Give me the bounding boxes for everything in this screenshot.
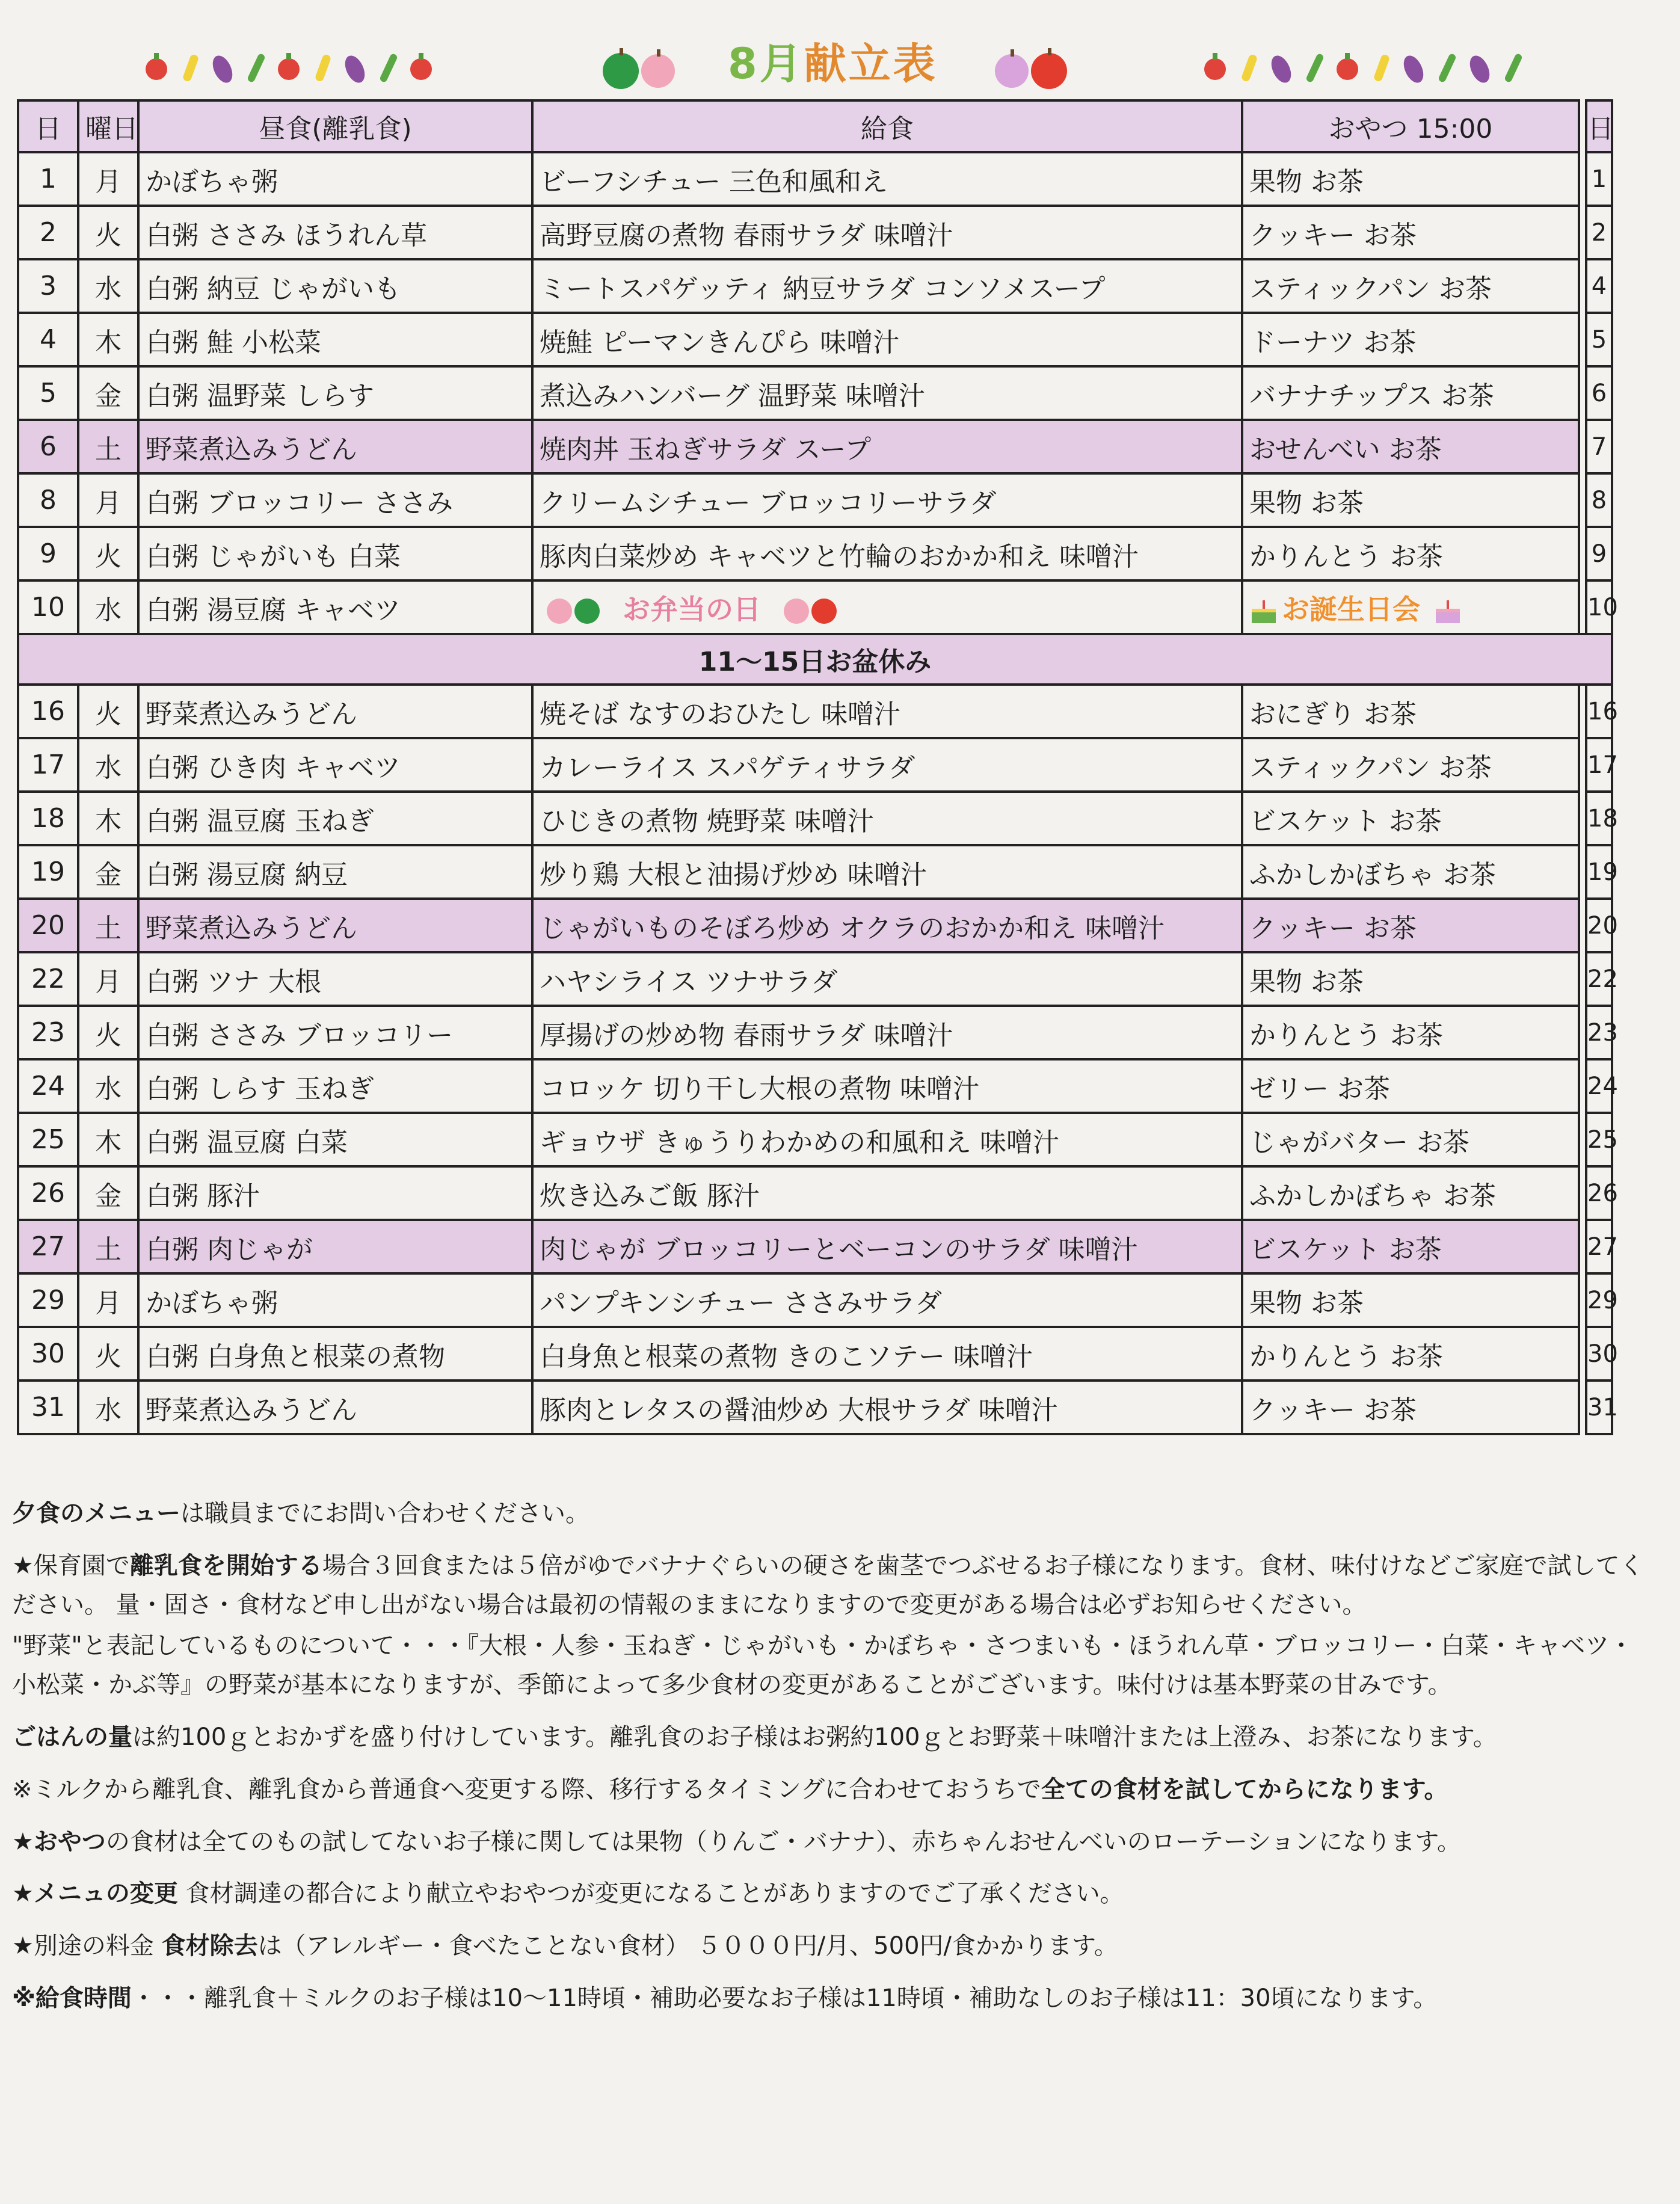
cell-weekday: 土 [78,1220,138,1273]
cell-day-right: 7 [1586,420,1612,473]
cell-day: 9 [18,527,78,580]
cell-day-right: 29 [1586,1273,1612,1327]
table-row [18,1166,1612,1220]
cell-snack: おせんべい お茶 [1242,420,1579,473]
cell-lunch: 白粥 鮭 小松菜 [138,313,532,366]
birthday-label: お誕生日会 [1282,593,1420,626]
apple-icon [547,599,572,624]
cell-lunch: 白粥 湯豆腐 キャベツ [138,580,532,634]
cell-weekday: 水 [78,738,138,792]
cell-snack: 果物 お茶 [1242,473,1579,527]
cell-day: 2 [18,206,78,259]
cake-icon [1249,597,1278,626]
table-row [18,420,1612,473]
cell-weekday: 土 [78,420,138,473]
table-row [18,899,1612,952]
cell-lunch: 白粥 ツナ 大根 [138,952,532,1006]
table-row [18,1220,1612,1273]
cell-day: 4 [18,313,78,366]
cell-snack: 果物 お茶 [1242,152,1579,206]
cell-meal: コロッケ 切り干し大根の煮物 味噌汁 [532,1059,1242,1113]
cell-day-right: 22 [1586,952,1612,1006]
cell-snack: かりんとう お茶 [1242,1327,1579,1381]
cell-meal: 豚肉とレタスの醤油炒め 大根サラダ 味噌汁 [532,1381,1242,1434]
column-gap [1579,259,1586,313]
cell-day-right: 10 [1586,580,1612,634]
cell-day: 1 [18,152,78,206]
cell-lunch: かぼちゃ粥 [138,152,532,206]
cell-lunch: 白粥 温豆腐 白菜 [138,1113,532,1166]
cell-weekday: 金 [78,845,138,899]
cell-lunch: 白粥 納豆 じゃがいも [138,259,532,313]
vegetable-decoration-icon [1197,42,1558,90]
note-transition: ※ミルクから離乳食、離乳食から普通食へ変更する際、移行するタイミングに合わせておうちで全ての食材を試してからになります。 [12,1775,1448,1803]
cell-weekday: 火 [78,1006,138,1059]
cell-weekday: 火 [78,206,138,259]
apple-icon [595,42,686,90]
cell-weekday: 月 [78,1273,138,1327]
note-vegetables: "野菜"と表記しているものについて・・・『大根・人参・玉ねぎ・じゃがいも・かぼちゃ・さつまいも・ほうれん草・ブロッコリー・白菜・キャベツ・小松菜・かぶ等』の野菜が基本になりますが、季節によって多少食材の変更があることがございます。味付けは基本野菜の甘みです。 [12,1632,1634,1699]
cell-day-right: 4 [1586,259,1612,313]
table-row [18,738,1612,792]
cell-weekday: 金 [78,1166,138,1220]
cell-snack: ドーナツ お茶 [1242,313,1579,366]
column-gap [1579,152,1586,206]
cell-day: 23 [18,1006,78,1059]
cell-weekday: 木 [78,313,138,366]
cell-day-right: 19 [1586,845,1612,899]
cell-snack: クッキー お茶 [1242,206,1579,259]
cell-weekday: 月 [78,152,138,206]
cell-snack: かりんとう お茶 [1242,1006,1579,1059]
cell-day: 8 [18,473,78,527]
table-row [18,313,1612,366]
table-row [18,1006,1612,1059]
column-gap [1579,527,1586,580]
cell-snack: じゃがバター お茶 [1242,1113,1579,1166]
apple-icon [784,599,809,624]
table-row [18,952,1612,1006]
col-header-day: 日 [18,100,78,152]
cell-day-right: 24 [1586,1059,1612,1113]
cell-bento-day [532,580,1242,634]
column-gap [1579,100,1586,152]
cell-day: 6 [18,420,78,473]
cell-snack: スティックパン お茶 [1242,259,1579,313]
note-extra-fee: ★別途の料金 食材除去は（アレルギー・食べたことない食材） ５０００円/月、500円/食かかります。 [12,1932,1118,1960]
cell-lunch: 白粥 白身魚と根菜の煮物 [138,1327,532,1381]
column-gap [1579,420,1586,473]
cell-snack: ふかしかぼちゃ お茶 [1242,845,1579,899]
cell-lunch: 白粥 ひき肉 キャベツ [138,738,532,792]
cell-snack: ビスケット お茶 [1242,792,1579,845]
cell-meal: 白身魚と根菜の煮物 きのこソテー 味噌汁 [532,1327,1242,1381]
cell-weekday: 水 [78,1059,138,1113]
cell-day-right: 25 [1586,1113,1612,1166]
cell-day: 19 [18,845,78,899]
cell-meal: ミートスパゲッティ 納豆サラダ コンソメスープ [532,259,1242,313]
cell-lunch: 白粥 温豆腐 玉ねぎ [138,792,532,845]
table-row [18,792,1612,845]
column-gap [1579,1059,1586,1113]
cell-weekday: 火 [78,1327,138,1381]
cell-day: 26 [18,1166,78,1220]
cell-meal: 炒り鶏 大根と油揚げ炒め 味噌汁 [532,845,1242,899]
cell-weekday: 木 [78,1113,138,1166]
cell-meal: 焼肉丼 玉ねぎサラダ スープ [532,420,1242,473]
cell-meal: ハヤシライス ツナサラダ [532,952,1242,1006]
cell-lunch: 白粥 ブロッコリー ささみ [138,473,532,527]
column-gap [1579,313,1586,366]
cell-weekday: 月 [78,473,138,527]
cell-snack: クッキー お茶 [1242,899,1579,952]
cell-meal: 焼鮭 ピーマンきんぴら 味噌汁 [532,313,1242,366]
cell-meal: 煮込みハンバーグ 温野菜 味噌汁 [532,366,1242,420]
cell-lunch: 野菜煮込みうどん [138,685,532,738]
cell-day: 3 [18,259,78,313]
notes-section [12,1494,1648,2031]
cell-meal: じゃがいものそぼろ炒め オクラのおかか和え 味噌汁 [532,899,1242,952]
column-gap [1579,952,1586,1006]
cell-lunch: 白粥 豚汁 [138,1166,532,1220]
note-rice-amount: ごはんの量は約100ｇとおかずを盛り付けしています。離乳食のお子様はお粥約100ｇとお野菜＋味噌汁または上澄み、お茶になります。 [12,1723,1497,1751]
column-gap [1579,206,1586,259]
cell-day: 10 [18,580,78,634]
cell-snack: バナナチップス お茶 [1242,366,1579,420]
col-header-snack: おやつ 15:00 [1242,100,1579,152]
cell-meal: カレーライス スパゲティサラダ [532,738,1242,792]
cell-day-right: 30 [1586,1327,1612,1381]
cell-lunch: かぼちゃ粥 [138,1273,532,1327]
cell-weekday: 火 [78,527,138,580]
cell-snack: 果物 お茶 [1242,1273,1579,1327]
cell-weekday: 金 [78,366,138,420]
cell-snack: スティックパン お茶 [1242,738,1579,792]
cell-lunch: 白粥 ささみ ほうれん草 [138,206,532,259]
note-meal-time: ※給食時間・・・離乳食＋ミルクのお子様は10～11時頃・補助必要なお子様は11時頃・補助なしのお子様は11：30頃になります。 [12,1984,1438,2012]
table-row [18,1113,1612,1166]
column-gap [1579,1006,1586,1059]
cell-lunch: 白粥 じゃがいも 白菜 [138,527,532,580]
note-dinner: 夕食のメニューは職員までにお問い合わせください。 [12,1500,589,1527]
table-body-early [18,152,1612,580]
column-gap [1579,899,1586,952]
table-row [18,685,1612,738]
cell-day: 31 [18,1381,78,1434]
cell-snack: ゼリー お茶 [1242,1059,1579,1113]
cell-weekday: 土 [78,899,138,952]
column-gap [1579,1273,1586,1327]
cell-weekday: 水 [78,580,138,634]
column-gap [1579,1327,1586,1381]
cell-day: 17 [18,738,78,792]
table-row-bento-day [18,580,1612,634]
cell-day-right: 17 [1586,738,1612,792]
cell-day-right: 23 [1586,1006,1612,1059]
cell-day: 18 [18,792,78,845]
cell-day-right: 9 [1586,527,1612,580]
table-header-row [18,100,1612,152]
col-header-lunch: 昼食(離乳食) [138,100,532,152]
cell-meal: ひじきの煮物 焼野菜 味噌汁 [532,792,1242,845]
cell-day-right: 26 [1586,1166,1612,1220]
cell-day-right: 16 [1586,685,1612,738]
cell-day-right: 31 [1586,1381,1612,1434]
cell-meal: 炊き込みご飯 豚汁 [532,1166,1242,1220]
cell-day-right: 2 [1586,206,1612,259]
cell-meal: ビーフシチュー 三色和風和え [532,152,1242,206]
cell-meal: 厚揚げの炒め物 春雨サラダ 味噌汁 [532,1006,1242,1059]
cell-day-right: 20 [1586,899,1612,952]
cell-day: 16 [18,685,78,738]
cell-lunch: 白粥 しらす 玉ねぎ [138,1059,532,1113]
table-row [18,845,1612,899]
cell-lunch: 白粥 湯豆腐 納豆 [138,845,532,899]
obon-holiday-row [18,634,1612,685]
col-header-meal: 給食 [532,100,1242,152]
table-row [18,259,1612,313]
table-row [18,152,1612,206]
table-row [18,206,1612,259]
table-row [18,473,1612,527]
cell-day: 30 [18,1327,78,1381]
cell-day-right: 18 [1586,792,1612,845]
cake-icon [1433,597,1462,626]
column-gap [1579,845,1586,899]
column-gap [1579,366,1586,420]
bento-day-label: お弁当の日 [623,593,762,626]
cell-meal: 肉じゃが ブロッコリーとベーコンのサラダ 味噌汁 [532,1220,1242,1273]
cell-day-right: 6 [1586,366,1612,420]
table-row [18,527,1612,580]
table-body-late [18,685,1618,1434]
apple-icon [574,599,600,624]
cell-lunch: 白粥 温野菜 しらす [138,366,532,420]
cell-meal: 高野豆腐の煮物 春雨サラダ 味噌汁 [532,206,1242,259]
cell-day-right: 8 [1586,473,1612,527]
apple-icon [811,599,837,624]
cell-day-right: 1 [1586,152,1612,206]
table-body-special [18,580,1618,685]
cell-day: 22 [18,952,78,1006]
cell-day: 25 [18,1113,78,1166]
obon-holiday-label: 11～15日お盆休み [18,634,1612,685]
note-snack: ★おやつの食材は全てのもの試してないお子様に関しては果物（りんご・バナナ）、赤ちゃんおせんべいのローテーションになります。 [12,1827,1462,1856]
cell-snack: かりんとう お茶 [1242,527,1579,580]
col-header-day-right: 日 [1586,100,1612,152]
cell-day: 27 [18,1220,78,1273]
cell-snack: 果物 お茶 [1242,952,1579,1006]
cell-meal: 焼そば なすのおひたし 味噌汁 [532,685,1242,738]
table-row [18,1059,1612,1113]
cell-day-right: 27 [1586,1220,1612,1273]
table-row [18,366,1612,420]
column-gap [1579,738,1586,792]
column-gap [1579,685,1586,738]
note-weaning-start: ★保育園で離乳食を開始する場合３回食または５倍がゆでバナナぐらいの硬さを歯茎でつぶせるお子様になります。食材、味付けなどご家庭で試してください。 量・固さ・食材など申し出がない場合は最初の情報のままになりますので変更がある場合は必ずお知らせください。 [12,1551,1644,1619]
cell-lunch: 白粥 肉じゃが [138,1220,532,1273]
cell-day-right: 5 [1586,313,1612,366]
column-gap [1579,792,1586,845]
cell-snack: ビスケット お茶 [1242,1220,1579,1273]
note-menu-change: ★メニュの変更 食材調達の都合により献立やおやつが変更になることがありますのでご了承ください。 [12,1880,1124,1908]
cell-lunch: 野菜煮込みうどん [138,899,532,952]
cell-day: 24 [18,1059,78,1113]
cell-day: 29 [18,1273,78,1327]
cell-snack: おにぎり お茶 [1242,685,1579,738]
cell-lunch: 野菜煮込みうどん [138,420,532,473]
column-gap [1579,580,1586,634]
column-gap [1579,1113,1586,1166]
cell-meal: 豚肉白菜炒め キャベツと竹輪のおかか和え 味噌汁 [532,527,1242,580]
apple-icon [986,42,1077,90]
column-gap [1579,1166,1586,1220]
header [0,24,1680,96]
table-row [18,1273,1612,1327]
cell-meal: パンプキンシチュー ささみサラダ [532,1273,1242,1327]
cell-birthday [1242,580,1579,634]
cell-weekday: 水 [78,259,138,313]
cell-day: 20 [18,899,78,952]
vegetable-decoration-icon [138,42,499,90]
cell-meal: クリームシチュー ブロッコリーサラダ [532,473,1242,527]
cell-day: 5 [18,366,78,420]
page-title: 8月献立表 [728,39,938,88]
table-row [18,1381,1612,1434]
cell-weekday: 月 [78,952,138,1006]
column-gap [1579,1381,1586,1434]
cell-weekday: 木 [78,792,138,845]
column-gap [1579,1220,1586,1273]
cell-weekday: 火 [78,685,138,738]
column-gap [1579,473,1586,527]
col-header-weekday: 曜日 [78,100,138,152]
cell-meal: ギョウザ きゅうりわかめの和風和え 味噌汁 [532,1113,1242,1166]
cell-weekday: 水 [78,1381,138,1434]
cell-snack: ふかしかぼちゃ お茶 [1242,1166,1579,1220]
menu-table [17,99,1618,1435]
cell-lunch: 白粥 ささみ ブロッコリー [138,1006,532,1059]
cell-snack: クッキー お茶 [1242,1381,1579,1434]
cell-lunch: 野菜煮込みうどん [138,1381,532,1434]
table-row [18,1327,1612,1381]
